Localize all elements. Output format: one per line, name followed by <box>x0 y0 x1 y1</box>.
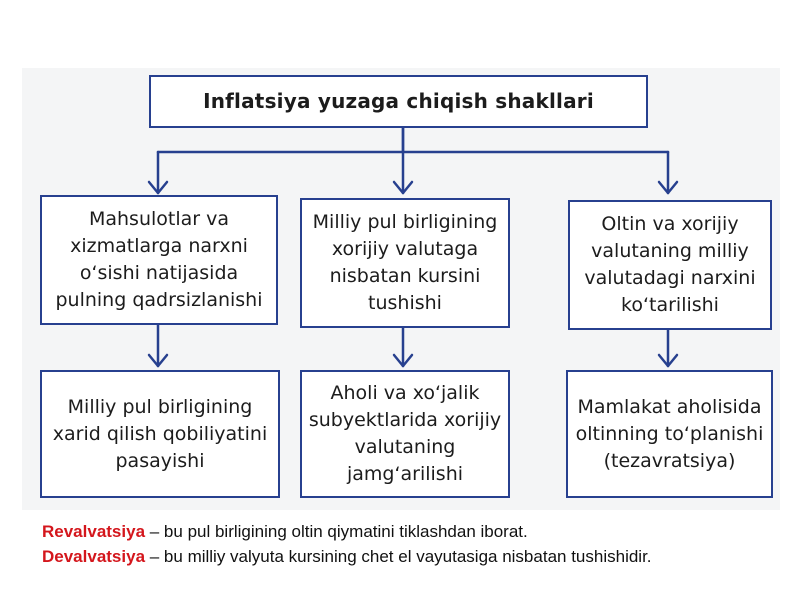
top-box-1: Mahsulotlar va xizmatlarga narxni o‘sishi natijasida pulning qadrsizlanishi <box>40 195 278 325</box>
diagram-title: Inflatsiya yuzaga chiqish shakllari <box>149 75 648 128</box>
top-box-2: Milliy pul birligining xorijiy valutaga nisbatan kursini tushishi <box>300 198 510 328</box>
definition-text: – bu milliy valyuta kursining chet el vayutasiga nisbatan tushishidir. <box>145 547 652 566</box>
definition-revalvatsiya <box>42 519 652 544</box>
definition-devalvatsiya <box>42 544 652 569</box>
definition-term: Devalvatsiya <box>42 547 146 566</box>
bottom-box-3: Mamlakat aholisida oltinning to‘planishi (tezavratsiya) <box>566 370 773 498</box>
definitions <box>42 519 652 569</box>
definition-text: – bu pul birligining oltin qiymatini tiklashdan iborat. <box>145 522 528 541</box>
top-box-3: Oltin va xorijiy valutaning milliy valutadagi narxini ko‘tarilishi <box>568 200 772 330</box>
bottom-box-1: Milliy pul birligining xarid qilish qobiliyatini pasayishi <box>40 370 280 498</box>
definition-term: Revalvatsiya <box>42 522 146 541</box>
bottom-box-2: Aholi va xo‘jalik subyektlarida xorijiy valutaning jamg‘arilishi <box>300 370 510 498</box>
